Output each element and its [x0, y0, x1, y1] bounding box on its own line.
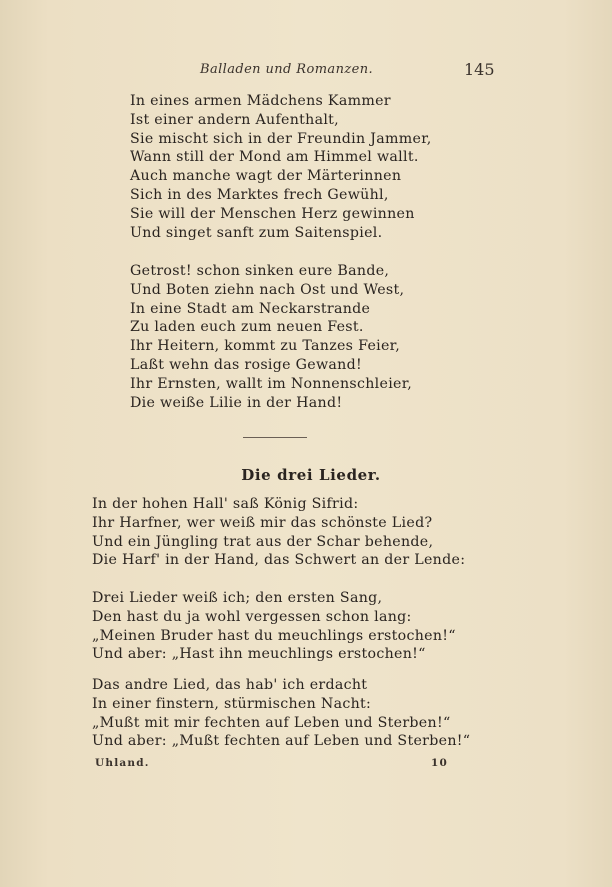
verse-line: Die Harf' in der Hand, das Schwert an der Lende: — [92, 552, 466, 569]
verse-line: Und aber: „Mußt fechten auf Leben und Sterben!“ — [92, 733, 471, 750]
verse-line: Und singet sanft zum Saitenspiel. — [130, 224, 383, 241]
stanza-3 — [92, 495, 465, 570]
verse-line: In eine Stadt am Neckarstrande — [130, 300, 371, 317]
page-header — [0, 60, 612, 84]
verse-line: Wann still der Mond am Himmel wallt. — [130, 149, 419, 166]
verse-line: „Mußt mit mir fechten auf Leben und Sterben!“ — [92, 714, 451, 731]
verse-line: Ihr Heitern, kommt zu Tanzes Feier, — [130, 338, 401, 355]
stanza-5 — [92, 676, 470, 751]
verse-line: Auch manche wagt der Märterinnen — [130, 168, 402, 185]
verse-line: Zu laden euch zum neuen Fest. — [130, 319, 364, 336]
verse-line: Sie mischt sich in der Freundin Jammer, — [130, 130, 432, 147]
verse-line: Und Boten ziehn nach Ost und West, — [130, 281, 405, 298]
verse-line: Die weiße Lilie in der Hand! — [130, 394, 343, 411]
verse-line: Und aber: „Hast ihn meuchlings erstochen!“ — [92, 646, 426, 663]
verse-line: Ihr Ernsten, wallt im Nonnenschleier, — [130, 375, 413, 392]
running-head: Balladen und Romanzen. — [200, 62, 374, 77]
verse-line: In der hohen Hall' saß König Sifrid: — [92, 496, 359, 512]
verse-line: Ihr Harfner, wer weiß mir das schönste Lied? — [92, 514, 433, 531]
verse-line: Sie will der Menschen Herz gewinnen — [130, 205, 415, 222]
stanza-4 — [92, 589, 456, 664]
verse-line: Das andre Lied, das hab' ich erdacht — [92, 677, 368, 693]
verse-line: Und ein Jüngling trat aus der Schar behende, — [92, 533, 434, 550]
sheet-number: 10 — [431, 757, 449, 769]
verse-line: Den hast du ja wohl vergessen schon lang: — [92, 608, 412, 625]
verse-line: „Meinen Bruder hast du meuchlings erstochen!“ — [92, 627, 456, 644]
page-footer — [0, 757, 612, 775]
stanza-2 — [130, 262, 412, 412]
section-divider — [243, 437, 307, 438]
verse-line: Getrost! schon sinken eure Bande, — [130, 263, 390, 279]
verse-line: In einer finstern, stürmischen Nacht: — [92, 695, 372, 712]
verse-line: In eines armen Mädchens Kammer — [130, 93, 391, 109]
verse-line: Drei Lieder weiß ich; den ersten Sang, — [92, 590, 383, 606]
poem-title: Die drei Lieder. — [241, 466, 381, 484]
verse-line: Sich in des Marktes frech Gewühl, — [130, 186, 389, 203]
verse-line: Ist einer andern Aufenthalt, — [130, 111, 339, 128]
page-number: 145 — [464, 60, 495, 79]
signature-mark: Uhland. — [95, 757, 150, 769]
stanza-1 — [130, 92, 432, 242]
verse-line: Laßt wehn das rosige Gewand! — [130, 356, 363, 373]
